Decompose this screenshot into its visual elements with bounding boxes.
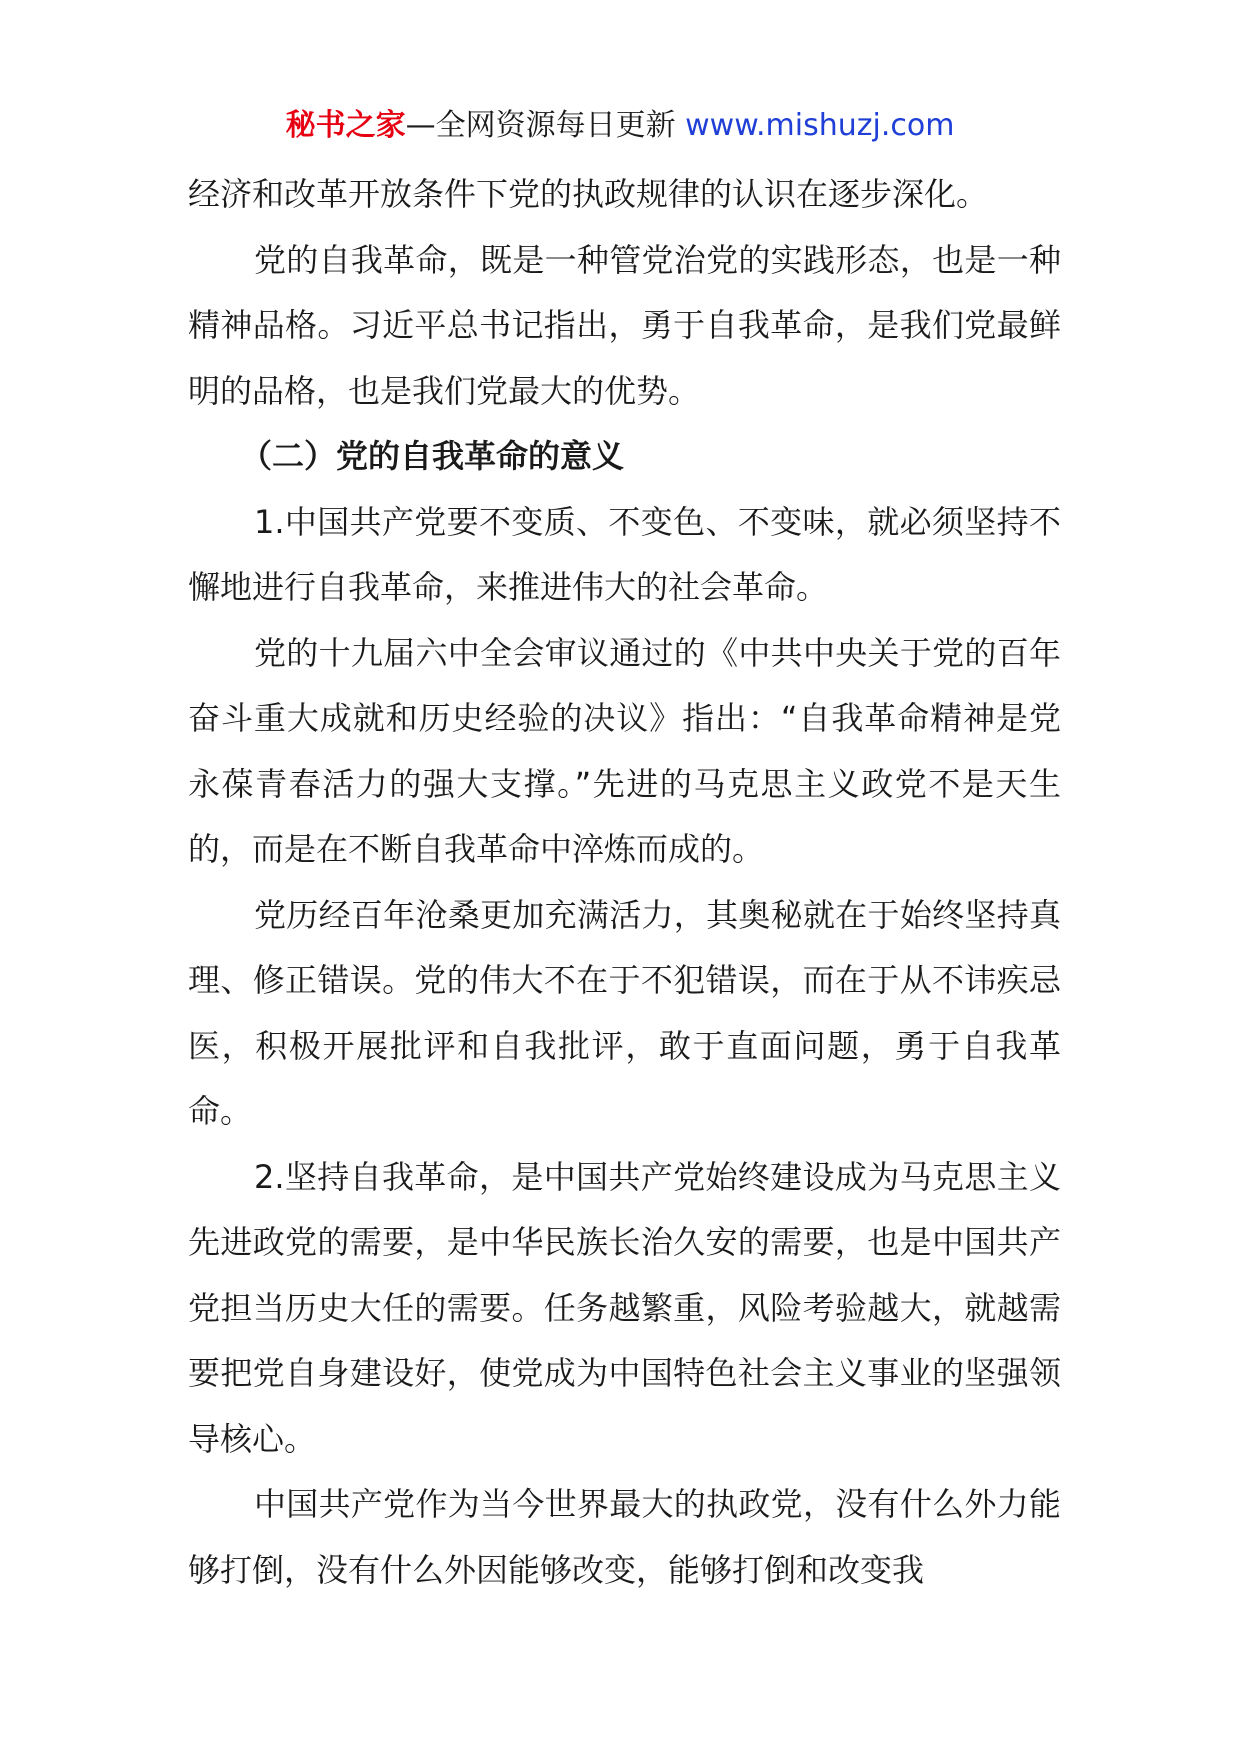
site-slogan: —全网资源每日更新 [405,108,686,143]
paragraph: 党历经百年沧桑更加充满活力，其奥秘就在于始终坚持真理、修正错误。党的伟大不在于不犯错误，而在于从不讳疾忌医，积极开展批评和自我批评，敢于直面问题，勇于自我革命。 [188,895,1061,1130]
paragraph: 党的十九届六中全会审议通过的《中共中央关于党的百年奋斗重大成就和历史经验的决议》指出：“自我革命精神是党永葆青春活力的强大支撑。”先进的马克思主义政党不是天生的，而是在不断自我革命中淬炼而成的。 [188,633,1061,868]
site-url[interactable]: www.mishuzj.com [685,108,955,143]
section-heading: （二）党的自我革命的意义 [240,437,625,475]
page-header [0,98,1240,154]
paragraph: 经济和改革开放条件下党的执政规律的认识在逐步深化。 [188,175,989,213]
paragraph: 党的自我革命，既是一种管党治党的实践形态，也是一种精神品格。习近平总书记指出，勇于自我革命，是我们党最鲜明的品格，也是我们党最大的优势。 [188,240,1061,410]
paragraph: 中国共产党作为当今世界最大的执政党，没有什么外力能够打倒，没有什么外因能够改变，能够打倒和改变我 [188,1485,1061,1589]
site-brand: 秘书之家 [285,108,406,143]
paragraph: 2.坚持自我革命，是中国共产党始终建设成为马克思主义先进政党的需要，是中华民族长治久安的需要，也是中国共产党担当历史大任的需要。任务越繁重，风险考验越大，就越需要把党自身建设好，使党成为中国特色社会主义事业的坚强领导核心。 [188,1157,1061,1458]
paragraph: 1.中国共产党要不变质、不变色、不变味，就必须坚持不懈地进行自我革命，来推进伟大的社会革命。 [188,502,1061,606]
document-body [188,162,1061,1603]
